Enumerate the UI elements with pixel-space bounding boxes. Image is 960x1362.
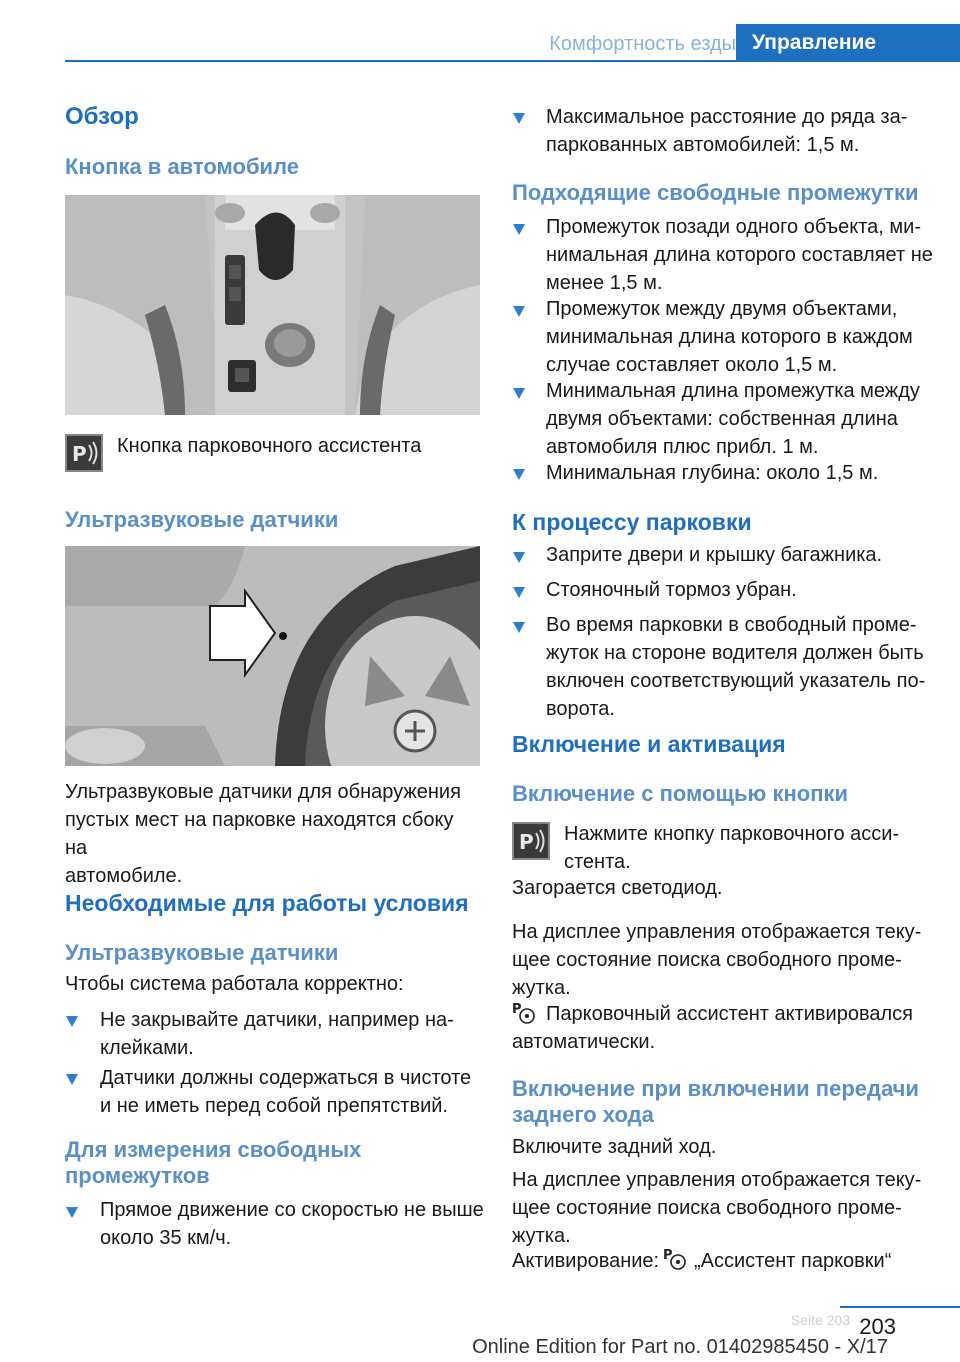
requirements-heading: Необходимые для работы условия (65, 890, 469, 916)
list-item-line: паркованных автомобилей: 1,5 м. (546, 134, 860, 156)
activation-value: „Ассистент парковки“ (694, 1250, 892, 1272)
list-item-line: Промежуток позади одного объекта, ми- (546, 216, 921, 238)
process-heading: К процессу парковки (512, 509, 752, 535)
list-item-line: менее 1,5 м. (546, 272, 663, 294)
bullet-triangle-icon (66, 1074, 78, 1085)
list-item (100, 1006, 454, 1062)
reverse-heading-line: заднего хода (512, 1102, 654, 1127)
list-item-line: Минимальная длина промежутка между (546, 380, 920, 402)
req-sensors-text: Чтобы система работала корректно: (65, 973, 404, 995)
activation-heading: Включение и активация (512, 731, 786, 757)
parking-assistant-button-icon (65, 434, 103, 472)
list-item-line: двумя объектами: собственная длина (546, 408, 898, 430)
footer-edition: Online Edition for Part no. 01402985450 - X/17 (472, 1336, 888, 1358)
header-chapter-label: Управление (752, 31, 877, 54)
parking-assistant-button-icon (512, 822, 550, 860)
list-item-line: около 35 км/ч. (100, 1227, 232, 1249)
bullet-triangle-icon (513, 469, 525, 480)
auto-active-line: Парковочный ассистент активировался (546, 1003, 913, 1025)
press-button-text (564, 820, 899, 876)
list-item (546, 459, 878, 487)
parking-assistant-icon (663, 1245, 687, 1271)
svg-text:P: P (512, 1002, 522, 1017)
display-text-line: щее состояние поиска свободного проме- (512, 1197, 902, 1219)
sensors-caption-line: Ультразвуковые датчики для обнаружения (65, 781, 461, 803)
page-number: 203 (859, 1314, 896, 1339)
header-section-tab[interactable] (500, 28, 736, 60)
list-item: Стояночный тормоз убран. (546, 579, 797, 601)
led-on-text: Загорается светодиод. (512, 877, 723, 899)
list-item-line: жуток на стороне водителя должен быть (546, 642, 924, 664)
sensors-caption (65, 778, 480, 890)
press-button-line: Нажмите кнопку парковочного асси- (564, 823, 900, 845)
sensors-caption-line: пустых мест на парковке находятся сбоку на (65, 809, 454, 859)
list-item (100, 1196, 484, 1252)
list-item (100, 1064, 471, 1120)
list-item-line: Не закрывайте датчики, например на- (100, 1009, 454, 1031)
list-item (546, 611, 925, 723)
list-item-line: минимальная длина которого в каждом (546, 326, 913, 348)
list-item (546, 213, 933, 297)
list-item-line: нимальная длина которого составляет не (546, 244, 933, 266)
sensors-heading: Ультразвуковые датчики (65, 507, 339, 532)
list-item-line: Во время парковки в свободный проме- (546, 614, 917, 636)
list-item-line: автомобиля плюс прибл. 1 м. (546, 436, 819, 458)
list-item-line: и не иметь перед собой препятствий. (100, 1095, 448, 1117)
list-item: Заприте двери и крышку багажника. (546, 544, 883, 566)
list-item (546, 295, 913, 379)
display-text-2 (512, 1166, 921, 1250)
display-text-line: жутка. (512, 977, 571, 999)
auto-active-text (512, 1000, 913, 1056)
list-item-line: Минимальная глубина: около 1,5 м. (546, 462, 879, 484)
list-item (546, 103, 907, 159)
list-item-line: включен соответствующий указатель по- (546, 670, 926, 692)
press-button-line: стента. (564, 851, 631, 873)
bullet-triangle-icon (513, 113, 525, 124)
auto-active-line: автоматически. (512, 1031, 656, 1053)
display-text-1 (512, 918, 921, 1002)
list-item-line: случае составляет около 1,5 м. (546, 354, 838, 376)
header-rule (65, 60, 960, 62)
bullet-triangle-icon (513, 306, 525, 317)
list-item-line: ворота. (546, 698, 615, 720)
list-item (546, 377, 920, 461)
bullet-triangle-icon (513, 552, 525, 563)
activation-label: Активирование: (512, 1250, 660, 1272)
display-text-line: жутка. (512, 1225, 571, 1247)
bullet-triangle-icon (513, 587, 525, 598)
overview-heading: Обзор (65, 103, 139, 130)
bullet-triangle-icon (513, 388, 525, 399)
display-text-line: щее состояние поиска свободного проме- (512, 949, 902, 971)
measure-heading (65, 1137, 361, 1189)
list-item-line: Промежуток между двумя объектами, (546, 298, 898, 320)
list-item-line: Датчики должны содержаться в чистоте (100, 1067, 472, 1089)
center-console-photo (65, 195, 480, 415)
bullet-triangle-icon (66, 1207, 78, 1218)
svg-text:P: P (519, 830, 534, 854)
ultrasonic-sensor-photo (65, 546, 480, 766)
list-item-line: Прямое движение со скоростью не выше (100, 1199, 484, 1221)
button-caption: Кнопка парковочного ассистента (117, 435, 422, 457)
svg-text:P: P (663, 1248, 673, 1263)
req-sensors-heading: Ультразвуковые датчики (65, 940, 339, 965)
reverse-heading-line: Включение при включении передачи (512, 1076, 919, 1101)
button-heading: Кнопка в автомобиле (65, 154, 299, 179)
sensors-caption-line: автомобиле. (65, 865, 183, 887)
svg-text:P: P (72, 442, 87, 466)
list-item-line: Максимальное расстояние до ряда за- (546, 106, 908, 128)
measure-heading-line: промежутков (65, 1163, 210, 1188)
footer-watermark: Seite 203 (790, 1312, 850, 1328)
header-section-label: Комфортность езды (549, 33, 736, 55)
list-item-line: клейками. (100, 1037, 194, 1059)
reverse-heading (512, 1076, 919, 1128)
reverse-engage-text: Включите задний ход. (512, 1136, 717, 1158)
button-on-heading: Включение с помощью кнопки (512, 781, 849, 806)
display-text-line: На дисплее управления отображается теку- (512, 1169, 922, 1191)
measure-heading-line: Для измерения свободных (65, 1137, 362, 1162)
bullet-triangle-icon (66, 1016, 78, 1027)
footer-rule (840, 1306, 960, 1308)
bullet-triangle-icon (513, 224, 525, 235)
gaps-heading: Подходящие свободные промежутки (512, 180, 919, 205)
display-text-line: На дисплее управления отображается теку- (512, 921, 922, 943)
bullet-triangle-icon (513, 622, 525, 633)
header-chapter-tab[interactable] (736, 24, 960, 62)
